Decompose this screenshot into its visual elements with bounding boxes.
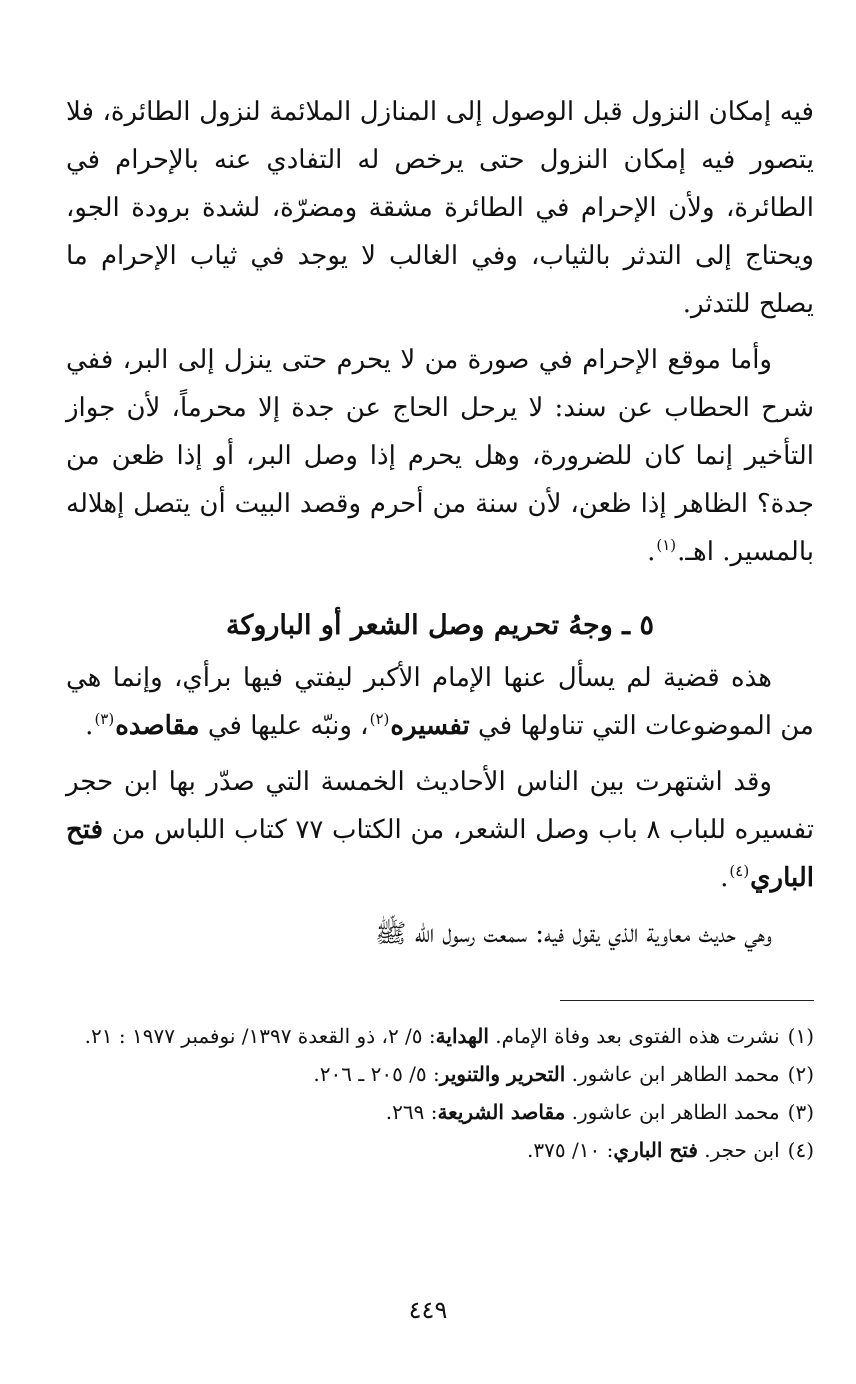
paragraph-4-text-a: وقد اشتهرت بين الناس الأحاديث الخمسة التي صدّر بها ابن حجر تفسيره للباب ٨ باب وصل الشعر، من الكتاب ٧٧ كتاب اللباس من xyxy=(66,767,814,845)
footnotes xyxy=(66,1017,814,1169)
paragraph-3-text-a: هذه قضية لم يسأل عنها الإمام الأكبر ليفتي فيها برأي، وإنما هي من الموضوعات التي تناولها في xyxy=(66,663,814,741)
paragraph-4 xyxy=(66,758,814,902)
footnote-number: (٢) xyxy=(787,1062,814,1086)
footnote-bold: فتح الباري xyxy=(613,1138,698,1162)
footnote-bold: التحرير والتنوير xyxy=(439,1062,566,1086)
footnote-text-a: محمد الطاهر ابن عاشور. xyxy=(565,1100,780,1124)
footnote-1 xyxy=(66,1017,814,1055)
paragraph-4-end: . xyxy=(720,863,729,893)
paragraph-5: وهي حديث معاوية الذي يقول فيه: سمعت رسول الله ﷺ xyxy=(375,919,772,949)
paragraph-3 xyxy=(66,654,814,750)
paragraph-1: فيه إمكان النزول قبل الوصول إلى المنازل الملائمة لنزول الطائرة، فلا يتصور فيه إمكان النزول حتى يرخص له التفادي عنه بالإحرام في الطائرة، ولأن الإحرام في الطائرة مشقة ومضرّة، لشدة برودة الجو، ويحتاج إلى التدثر بالثياب، وفي الغالب لا يوجد في ثياب الإحرام ما يصلح للتدثر. xyxy=(66,97,814,319)
fath-al-bari-bold: فتح الباري xyxy=(66,815,814,893)
footnote-ref-2[interactable]: (٢) xyxy=(369,710,390,729)
footnote-text xyxy=(66,1093,780,1131)
footnote-ref-1[interactable]: (١) xyxy=(656,536,677,555)
footnote-number: (٣) xyxy=(787,1100,814,1124)
footnote-text-b: : ١٠/ ٣٧٥. xyxy=(527,1138,614,1162)
footnote-text xyxy=(66,1055,780,1093)
paragraph-2-end: . xyxy=(647,537,656,567)
footnote-bold: الهداية xyxy=(435,1024,489,1048)
footnote-4 xyxy=(66,1131,814,1169)
page-number: ٤٤٩ xyxy=(408,1296,448,1324)
footnote-number: (١) xyxy=(787,1024,814,1048)
paragraph-3-text-b: ، ونبّه عليها في xyxy=(199,711,369,741)
tafsir-bold: تفسيره xyxy=(390,711,470,741)
footnote-divider xyxy=(560,1000,814,1001)
paragraph-2 xyxy=(66,336,814,576)
footnote-text xyxy=(66,1017,780,1055)
footnote-text-a: نشرت هذه الفتوى بعد وفاة الإمام. xyxy=(488,1024,780,1048)
footnote-3 xyxy=(66,1093,814,1131)
paragraph-2-text: وأما موقع الإحرام في صورة من لا يحرم حتى ينزل إلى البر، ففي شرح الحطاب عن سند: لا يرحل الحاج عن جدة إلا محرماً، لأن جواز التأخير إنما كان للضرورة، وهل يحرم إذا وصل البر، أو إذا ظعن من جدة؟ الظاهر إذا ظعن، لأن سنة من أحرم وقصد البيت أن يتصل إهلاله بالمسير. اهـ. xyxy=(66,345,814,567)
footnote-text-a: ابن حجر. xyxy=(697,1138,780,1162)
section-heading: ٥ ـ وجهُ تحريم وصل الشعر أو الباروكة xyxy=(226,610,654,641)
maqasid-bold: مقاصده xyxy=(115,711,200,741)
footnote-text-b: : ٥/ ٢، ذو القعدة ١٣٩٧/ نوفمبر ١٩٧٧ : ٢١. xyxy=(84,1024,436,1048)
footnote-text xyxy=(66,1131,780,1169)
footnote-ref-3[interactable]: (٣) xyxy=(94,710,115,729)
page-content xyxy=(66,88,814,1169)
footnote-number: (٤) xyxy=(787,1138,814,1162)
footnote-ref-4[interactable]: (٤) xyxy=(729,862,750,881)
footnote-text-b: : ٥/ ٢٠٥ ـ ٢٠٦. xyxy=(313,1062,440,1086)
footnote-text-a: محمد الطاهر ابن عاشور. xyxy=(565,1062,780,1086)
footnote-2 xyxy=(66,1055,814,1093)
footnote-bold: مقاصد الشريعة xyxy=(437,1100,566,1124)
footnote-text-b: : ٢٦٩. xyxy=(385,1100,438,1124)
paragraph-3-end: . xyxy=(85,711,94,741)
